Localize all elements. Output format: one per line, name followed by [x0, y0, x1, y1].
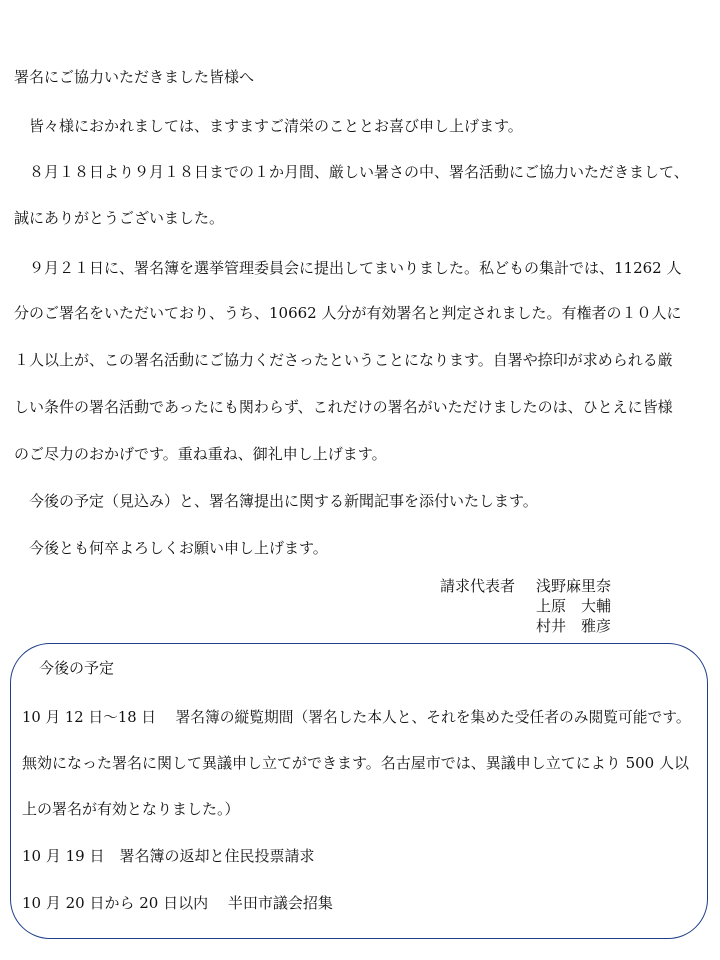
letter-line: しい条件の署名活動であったにも関わらず、これだけの署名がいただけましたのは、ひとえに皆様: [14, 398, 673, 416]
schedule-line: 10 月 19 日 署名簿の返却と住民投票請求: [22, 847, 315, 865]
signature-name: 村井 雅彦: [536, 617, 612, 635]
signature-name: 浅野麻里奈: [536, 577, 612, 595]
schedule-box: [10, 643, 708, 939]
letter-line: のご尽力のおかげです。重ね重ね、御礼申し上げます。: [14, 445, 387, 463]
letter-salutation: 署名にご協力いただきました皆様へ: [14, 68, 255, 86]
signature-name: 上原 大輔: [536, 597, 612, 615]
letter-line: 今後の予定（見込み）と、署名簿提出に関する新聞記事を添付いたします。: [14, 492, 538, 510]
signature-role: 請求代表者: [440, 577, 516, 595]
letter-line: １人以上が、この署名活動にご協力くださったということになります。自署や捺印が求められる厳: [14, 351, 673, 369]
letter-line: ８月１８日より９月１８日までの１か月間、厳しい暑さの中、署名活動にご協力いただきまして、: [14, 163, 689, 181]
schedule-line: 上の署名が有効となりました。）: [22, 800, 240, 818]
letter-line: 誠にありがとうございました。: [14, 209, 225, 227]
schedule-heading: 今後の予定: [39, 659, 115, 677]
schedule-line: 無効になった署名に関して異議申し立てができます。名古屋市では、異議申し立てにより 500 人以: [22, 754, 689, 772]
letter-line: 分のご署名をいただいており、うち、10662 人分が有効署名と判定されました。有権者の１０人に: [14, 304, 682, 322]
schedule-line: 10 月 20 日から 20 日以内 半田市議会招集: [22, 894, 333, 912]
letter-line: ９月２１日に、署名簿を選挙管理委員会に提出してまいりました。私どもの集計では、11262 人: [14, 259, 682, 277]
letter-line: 今後とも何卒よろしくお願い申し上げます。: [14, 539, 328, 557]
schedule-line: 10 月 12 日〜18 日 署名簿の縦覧期間（署名した本人と、それを集めた受任者のみ閲覧可能です。: [22, 709, 691, 726]
letter-line: 皆々様におかれましては、ますますご清栄のこととお喜び申し上げます。: [14, 117, 523, 135]
